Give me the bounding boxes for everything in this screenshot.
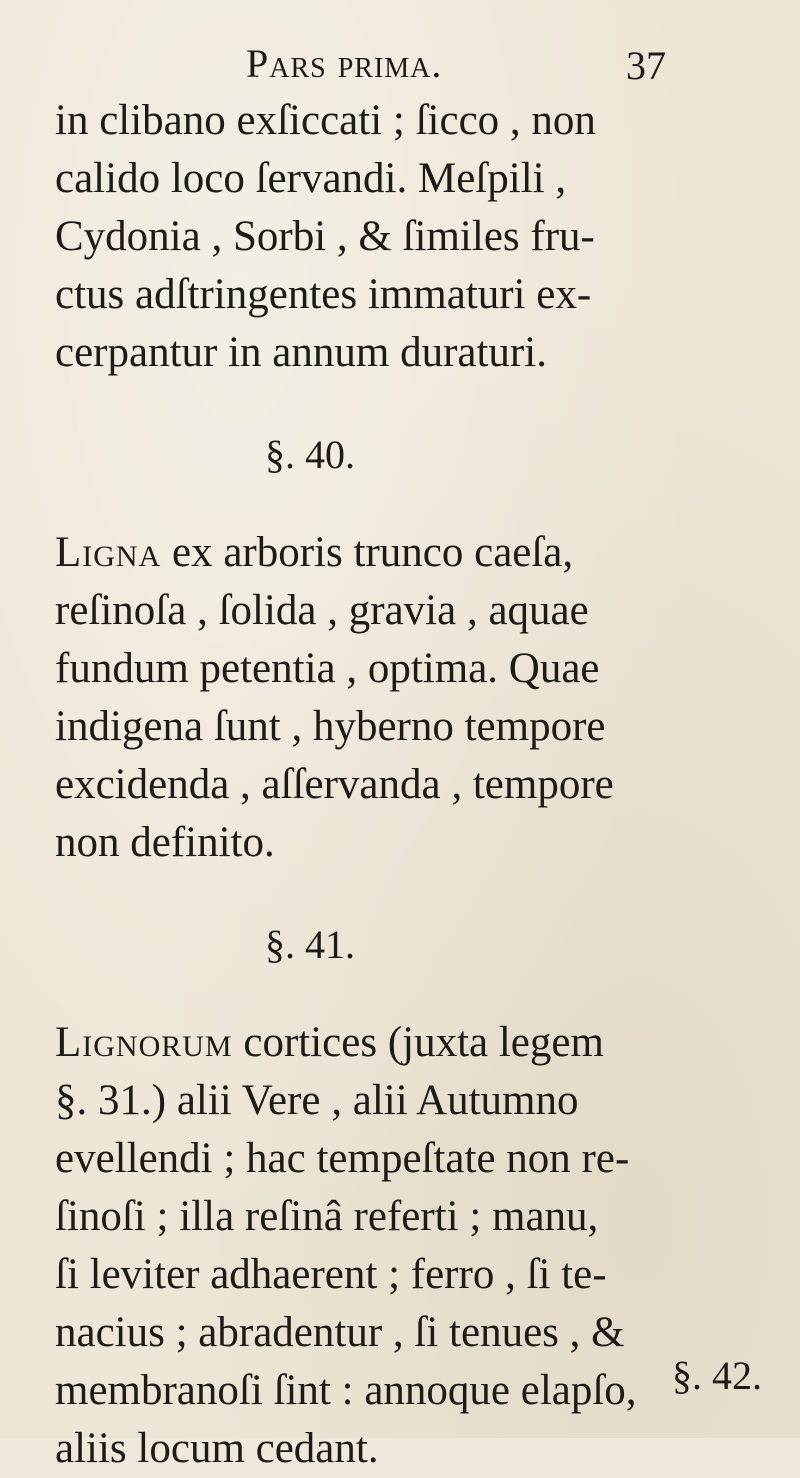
text-line: membranoſi ſint : annoque elapſo, <box>55 1367 637 1414</box>
section-heading-40: §. 40. <box>265 432 355 477</box>
catchword: §. 42. <box>672 1353 762 1398</box>
lead-word: Ligna <box>55 529 162 576</box>
text-line: calido loco ſervandi. Meſpili , <box>55 155 567 202</box>
text-line: evellendi ; hac tempeſtate non re- <box>55 1135 630 1182</box>
text-line-first <box>55 1014 755 1072</box>
text-line: §. 31.) alii Vere , alii Autumno <box>55 1077 579 1124</box>
lead-word: Lignorum <box>55 1019 233 1066</box>
body-text <box>55 92 755 1478</box>
text-line: in clibano exſiccati ; ſicco , non <box>55 97 596 144</box>
text-line: aliis locum cedant. <box>55 1425 379 1472</box>
page-number: 37 <box>626 43 666 88</box>
text-line: ctus adſtringentes immaturi ex- <box>55 271 592 318</box>
paragraph-1 <box>55 92 755 382</box>
paragraph-section-41 <box>55 1014 755 1478</box>
section-heading-41: §. 41. <box>265 922 355 967</box>
text-line: cerpantur in annum duraturi. <box>55 329 547 376</box>
text-line: fundum petentia , optima. Quae <box>55 645 600 692</box>
first-line-rest: cortices (juxta legem <box>232 1019 604 1066</box>
first-line-rest: ex arboris trunco caeſa, <box>161 529 574 576</box>
running-head <box>0 40 800 90</box>
text-line: ſinoſi ; illa reſinâ referti ; manu, <box>55 1193 599 1240</box>
text-line: excidenda , aſſervanda , tempore <box>55 761 614 808</box>
text-line: indigena ſunt , hyberno tempore <box>55 703 606 750</box>
running-title: Pars prima. <box>246 41 443 86</box>
text-line: non definito. <box>55 819 275 866</box>
text-line-first <box>55 524 755 582</box>
text-line: Cydonia , Sorbi , & ſimiles fru- <box>55 213 595 260</box>
text-line: ſi leviter adhaerent ; ferro , ſi te- <box>55 1251 607 1298</box>
text-line: nacius ; abradentur , ſi tenues , & <box>55 1309 625 1356</box>
paragraph-section-40 <box>55 524 755 872</box>
text-line: reſinoſa , ſolida , gravia , aquae <box>55 587 589 634</box>
